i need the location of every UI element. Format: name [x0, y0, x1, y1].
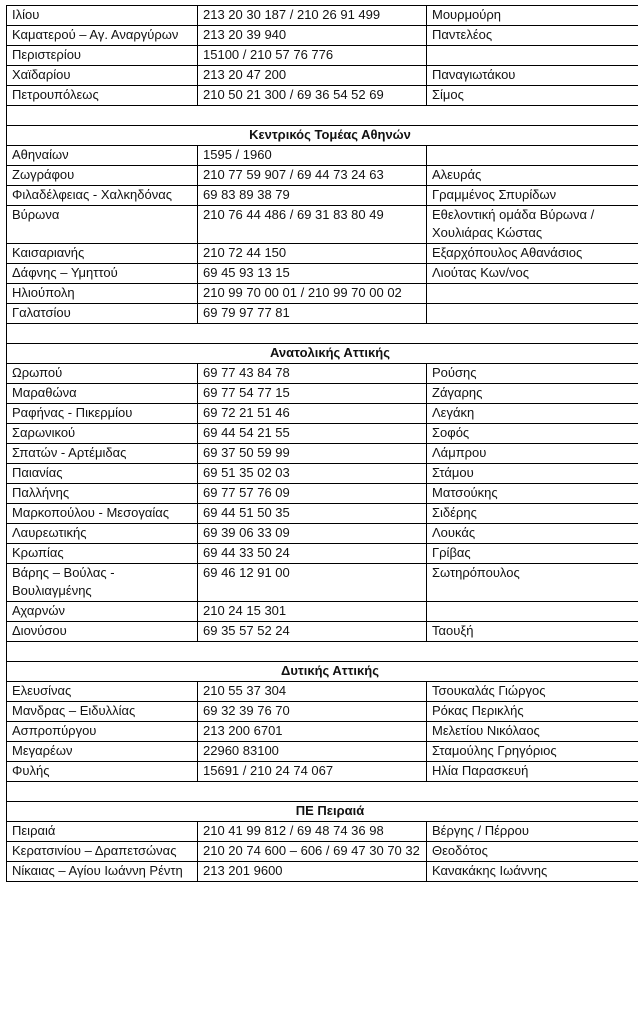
empty-cell: [7, 324, 638, 344]
municipality-cell: Περιστερίου: [7, 46, 198, 66]
table-row: [7, 424, 638, 444]
contact-person-cell: Ρόκας Περικλής: [427, 702, 638, 722]
phone-cell: 210 24 15 301: [198, 602, 427, 622]
municipality-cell: Μαραθώνα: [7, 384, 198, 404]
phone-cell: 15100 / 210 57 76 776: [198, 46, 427, 66]
municipality-cell: Φυλής: [7, 762, 198, 782]
contact-person-cell: Σιδέρης: [427, 504, 638, 524]
phone-cell: 69 83 89 38 79: [198, 186, 427, 206]
phone-cell: 213 20 30 187 / 210 26 91 499: [198, 6, 427, 26]
municipality-cell: Ζωγράφου: [7, 166, 198, 186]
contact-person-cell: Αλευράς: [427, 166, 638, 186]
municipality-cell: Ωρωπού: [7, 364, 198, 384]
table-row: [7, 524, 638, 544]
phone-cell: 210 50 21 300 / 69 36 54 52 69: [198, 86, 427, 106]
contact-person-cell: Βέργης / Πέρρου: [427, 822, 638, 842]
phone-cell: 69 44 51 50 35: [198, 504, 427, 524]
phone-cell: 210 20 74 600 – 606 / 69 47 30 70 32: [198, 842, 427, 862]
phone-cell: 69 44 54 21 55: [198, 424, 427, 444]
phone-cell: 69 37 50 59 99: [198, 444, 427, 464]
contact-person-cell: Σοφός: [427, 424, 638, 444]
phone-cell: 15691 / 210 24 74 067: [198, 762, 427, 782]
municipality-cell: Πειραιά: [7, 822, 198, 842]
municipality-cell: Κερατσινίου – Δραπετσώνας: [7, 842, 198, 862]
phone-cell: 69 79 97 77 81: [198, 304, 427, 324]
contact-person-cell: Τσουκαλάς Γιώργος: [427, 682, 638, 702]
table-row: [7, 504, 638, 524]
empty-cell: [7, 782, 638, 802]
contact-person-cell: Εξαρχόπουλος Αθανάσιος: [427, 244, 638, 264]
municipality-cell: Κρωπίας: [7, 544, 198, 564]
phone-cell: 210 72 44 150: [198, 244, 427, 264]
contact-person-cell: [427, 46, 638, 66]
phone-cell: 213 20 47 200: [198, 66, 427, 86]
municipality-cell: Φιλαδέλφειας - Χαλκηδόνας: [7, 186, 198, 206]
section-title: Δυτικής Αττικής: [7, 662, 638, 682]
spacer-row: [7, 324, 638, 344]
phone-cell: 69 77 54 77 15: [198, 384, 427, 404]
table-row: [7, 544, 638, 564]
table-row: [7, 722, 638, 742]
phone-cell: 210 77 59 907 / 69 44 73 24 63: [198, 166, 427, 186]
table-row: [7, 86, 638, 106]
phone-cell: 69 77 57 76 09: [198, 484, 427, 504]
municipality-cell: Ραφήνας - Πικερμίου: [7, 404, 198, 424]
municipality-cell: Μαρκοπούλου - Μεσογαίας: [7, 504, 198, 524]
contact-person-cell: Ρούσης: [427, 364, 638, 384]
section-header-row: [7, 344, 638, 364]
contact-person-cell: Λάμπρου: [427, 444, 638, 464]
contact-person-cell: Παναγιωτάκου: [427, 66, 638, 86]
contact-person-cell: Λουκάς: [427, 524, 638, 544]
contact-person-cell: Γρίβας: [427, 544, 638, 564]
municipality-cell: Ιλίου: [7, 6, 198, 26]
municipality-cell: Παλλήνης: [7, 484, 198, 504]
table-row: [7, 166, 638, 186]
municipality-cell: Χαϊδαρίου: [7, 66, 198, 86]
phone-cell: 210 55 37 304: [198, 682, 427, 702]
table-row: [7, 862, 638, 882]
table-row: [7, 742, 638, 762]
table-row: [7, 484, 638, 504]
contact-person-cell: [427, 602, 638, 622]
phone-cell: 69 72 21 51 46: [198, 404, 427, 424]
municipality-cell: Ηλιούπολη: [7, 284, 198, 304]
phone-cell: 210 41 99 812 / 69 48 74 36 98: [198, 822, 427, 842]
table-row: [7, 46, 638, 66]
phone-cell: 213 201 9600: [198, 862, 427, 882]
table-row: [7, 602, 638, 622]
contact-table-body: [7, 6, 638, 882]
phone-cell: 69 39 06 33 09: [198, 524, 427, 544]
phone-cell: 69 32 39 76 70: [198, 702, 427, 722]
phone-cell: 69 45 93 13 15: [198, 264, 427, 284]
municipality-cell: Πετρουπόλεως: [7, 86, 198, 106]
section-header-row: [7, 662, 638, 682]
table-row: [7, 682, 638, 702]
table-row: [7, 304, 638, 324]
table-row: [7, 146, 638, 166]
contact-person-cell: Σωτηρόπουλος: [427, 564, 638, 602]
empty-cell: [7, 106, 638, 126]
phone-cell: 210 76 44 486 / 69 31 83 80 49: [198, 206, 427, 244]
municipality-cell: Παιανίας: [7, 464, 198, 484]
spacer-row: [7, 106, 638, 126]
table-row: [7, 244, 638, 264]
municipality-cell: Γαλατσίου: [7, 304, 198, 324]
contact-person-cell: Λεγάκη: [427, 404, 638, 424]
table-row: [7, 464, 638, 484]
municipality-cell: Αθηναίων: [7, 146, 198, 166]
municipality-cell: Σαρωνικού: [7, 424, 198, 444]
contact-person-cell: Παντελέος: [427, 26, 638, 46]
phone-cell: 210 99 70 00 01 / 210 99 70 00 02: [198, 284, 427, 304]
contact-person-cell: Ταουξή: [427, 622, 638, 642]
phone-cell: 1595 / 1960: [198, 146, 427, 166]
municipality-cell: Βύρωνα: [7, 206, 198, 244]
table-row: [7, 26, 638, 46]
contact-person-cell: Μελετίου Νικόλαος: [427, 722, 638, 742]
phone-cell: 22960 83100: [198, 742, 427, 762]
contact-person-cell: Ηλία Παρασκευή: [427, 762, 638, 782]
section-header-row: [7, 802, 638, 822]
phone-cell: 69 44 33 50 24: [198, 544, 427, 564]
municipality-cell: Σπατών - Αρτέμιδας: [7, 444, 198, 464]
municipality-cell: Βάρης – Βούλας - Βουλιαγμένης: [7, 564, 198, 602]
municipality-cell: Λαυρεωτικής: [7, 524, 198, 544]
phone-cell: 69 51 35 02 03: [198, 464, 427, 484]
table-row: [7, 6, 638, 26]
municipality-cell: Καισαριανής: [7, 244, 198, 264]
contact-person-cell: Ματσούκης: [427, 484, 638, 504]
table-row: [7, 264, 638, 284]
table-row: [7, 284, 638, 304]
table-row: [7, 384, 638, 404]
contact-person-cell: Θεοδότος: [427, 842, 638, 862]
table-row: [7, 364, 638, 384]
municipality-cell: Καματερού – Αγ. Αναργύρων: [7, 26, 198, 46]
table-row: [7, 702, 638, 722]
municipality-cell: Ασπροπύργου: [7, 722, 198, 742]
contact-person-cell: Κανακάκης Ιωάννης: [427, 862, 638, 882]
phone-cell: 69 35 57 52 24: [198, 622, 427, 642]
table-row: [7, 564, 638, 602]
municipality-cell: Διονύσου: [7, 622, 198, 642]
contact-table: [6, 5, 638, 882]
municipality-cell: Μανδρας – Ειδυλλίας: [7, 702, 198, 722]
table-row: [7, 66, 638, 86]
contact-person-cell: Σταμούλης Γρηγόριος: [427, 742, 638, 762]
contact-person-cell: [427, 146, 638, 166]
table-row: [7, 404, 638, 424]
contact-person-cell: Εθελοντική ομάδα Βύρωνα /Χουλιάρας Κώστας: [427, 206, 638, 244]
phone-cell: 69 46 12 91 00: [198, 564, 427, 602]
municipality-cell: Νίκαιας – Αγίου Ιωάννη Ρέντη: [7, 862, 198, 882]
municipality-cell: Ελευσίνας: [7, 682, 198, 702]
spacer-row: [7, 642, 638, 662]
table-row: [7, 444, 638, 464]
empty-cell: [7, 642, 638, 662]
contact-person-cell: Γραμμένος Σπυρίδων: [427, 186, 638, 206]
spacer-row: [7, 782, 638, 802]
section-title: Κεντρικός Τομέας Αθηνών: [7, 126, 638, 146]
phone-cell: 213 200 6701: [198, 722, 427, 742]
municipality-cell: Δάφνης – Υμηττού: [7, 264, 198, 284]
contact-person-cell: [427, 284, 638, 304]
section-header-row: [7, 126, 638, 146]
table-row: [7, 822, 638, 842]
section-title: Ανατολικής Αττικής: [7, 344, 638, 364]
contact-person-cell: Σίμος: [427, 86, 638, 106]
table-row: [7, 622, 638, 642]
table-row: [7, 842, 638, 862]
phone-cell: 69 77 43 84 78: [198, 364, 427, 384]
contact-person-cell: Λιούτας Κων/νος: [427, 264, 638, 284]
section-title: ΠΕ Πειραιά: [7, 802, 638, 822]
contact-person-cell: Ζάγαρης: [427, 384, 638, 404]
municipality-cell: Μεγαρέων: [7, 742, 198, 762]
table-row: [7, 186, 638, 206]
contact-person-cell: Στάμου: [427, 464, 638, 484]
contact-person-cell: Μουρμούρη: [427, 6, 638, 26]
table-row: [7, 206, 638, 244]
municipality-cell: Αχαρνών: [7, 602, 198, 622]
contact-person-cell: [427, 304, 638, 324]
table-row: [7, 762, 638, 782]
phone-cell: 213 20 39 940: [198, 26, 427, 46]
